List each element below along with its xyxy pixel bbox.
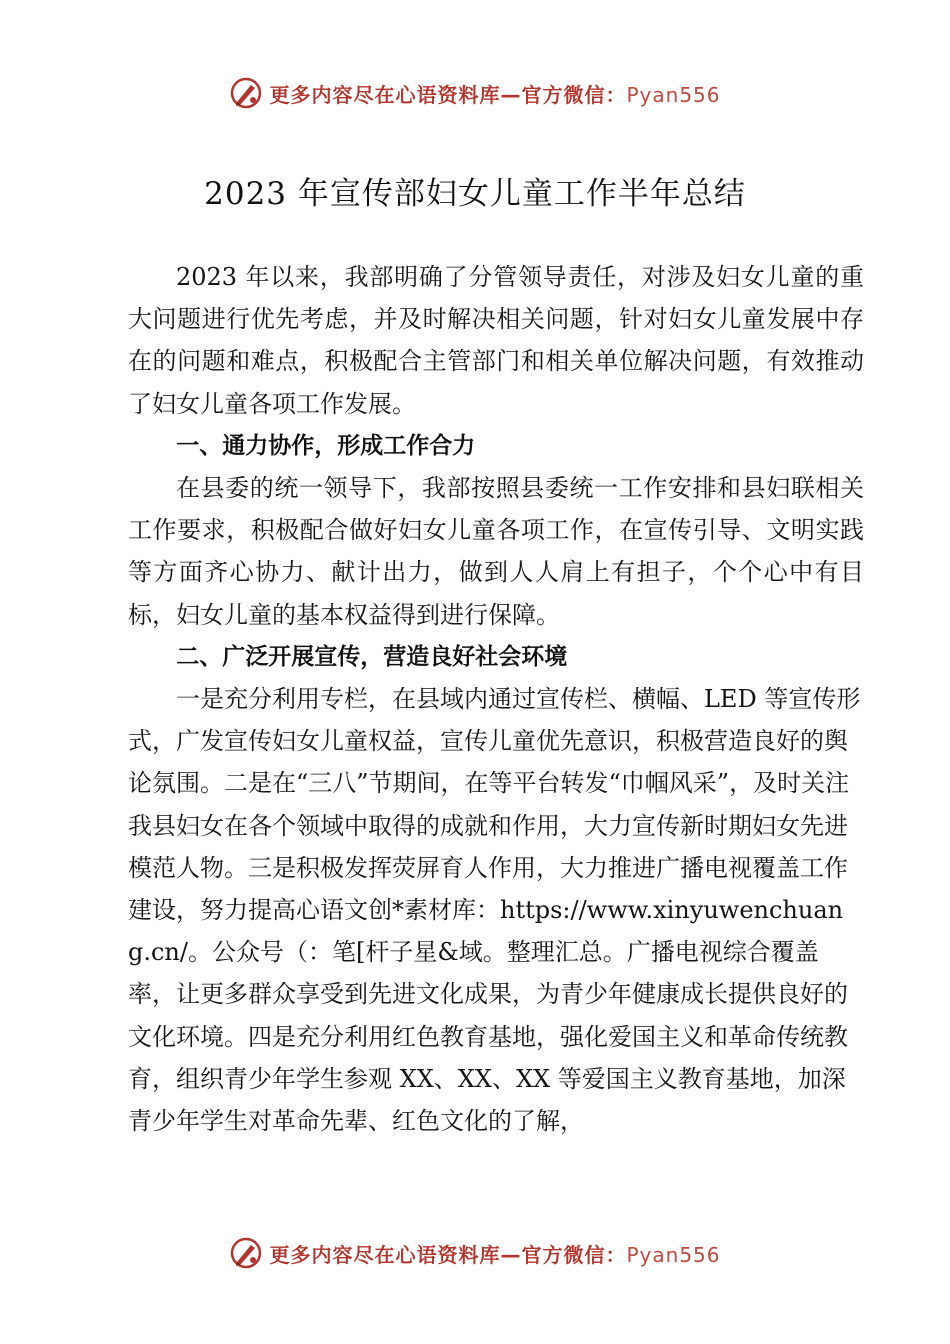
wechat-id: Pyan556 (626, 1242, 721, 1267)
document-title: 2023 年宣传部妇女儿童工作半年总结 (204, 176, 746, 212)
section-paragraph-2: 一是充分利用专栏，在县域内通过宣传栏、横幅、LED 等宣传形式，广发宣传妇女儿童权益，宣传儿童优先意识，积极营造良好的舆论氛围。二是在“三八”节期间，在等平台转发“巾帼风采”，及时关注我县妇女在各个领域中取得的成就和作用，大力宣传新时期妇女先进模范人物。三是积极发挥荧屏育人作用，大力推进广播电视覆盖工作建设，努力提高心语文创*素材库：https://www.xinyuwenchuang.cn/。公众号（：笔[杆子星&域。整理汇总。广播电视综合覆盖率，让更多群众享受到先进文化成果，为青少年健康成长提供良好的文化环境。四是充分利用红色教育基地，强化爱国主义和革命传统教育，组织青少年学生参观 XX、XX、XX 等爱国主义教育基地，加深青少年学生对革命先辈、红色文化的了解， (128, 685, 861, 1136)
document-body (128, 256, 864, 1142)
footer-banner (0, 1233, 950, 1273)
wechat-id: Pyan556 (626, 82, 721, 107)
pen-logo-icon (229, 76, 263, 110)
pen-logo-icon (229, 1236, 263, 1270)
banner-text: 更多内容尽在心语资料库—官方微信：Pyan556 (269, 82, 721, 107)
section-heading-2: 二、广泛开展宣传，营造良好社会环境 (176, 643, 568, 670)
section-heading-1: 一、通力协作，形成工作合力 (176, 432, 476, 459)
banner-text: 更多内容尽在心语资料库—官方微信：Pyan556 (269, 1242, 721, 1267)
header-banner (0, 73, 950, 113)
intro-paragraph: 2023 年以来，我部明确了分管领导责任，对涉及妇女儿童的重大问题进行优先考虑，并及时解决相关问题，针对妇女儿童发展中存在的问题和难点，积极配合主管部门和相关单位解决问题，有效推动了妇女儿童各项工作发展。 (128, 263, 864, 418)
section-paragraph-1: 在县委的统一领导下，我部按照县委统一工作安排和县妇联相关工作要求，积极配合做好妇女儿童各项工作，在宣传引导、文明实践等方面齐心协力、献计出力，做到人人肩上有担子，个个心中有目标，妇女儿童的基本权益得到进行保障。 (128, 474, 864, 629)
